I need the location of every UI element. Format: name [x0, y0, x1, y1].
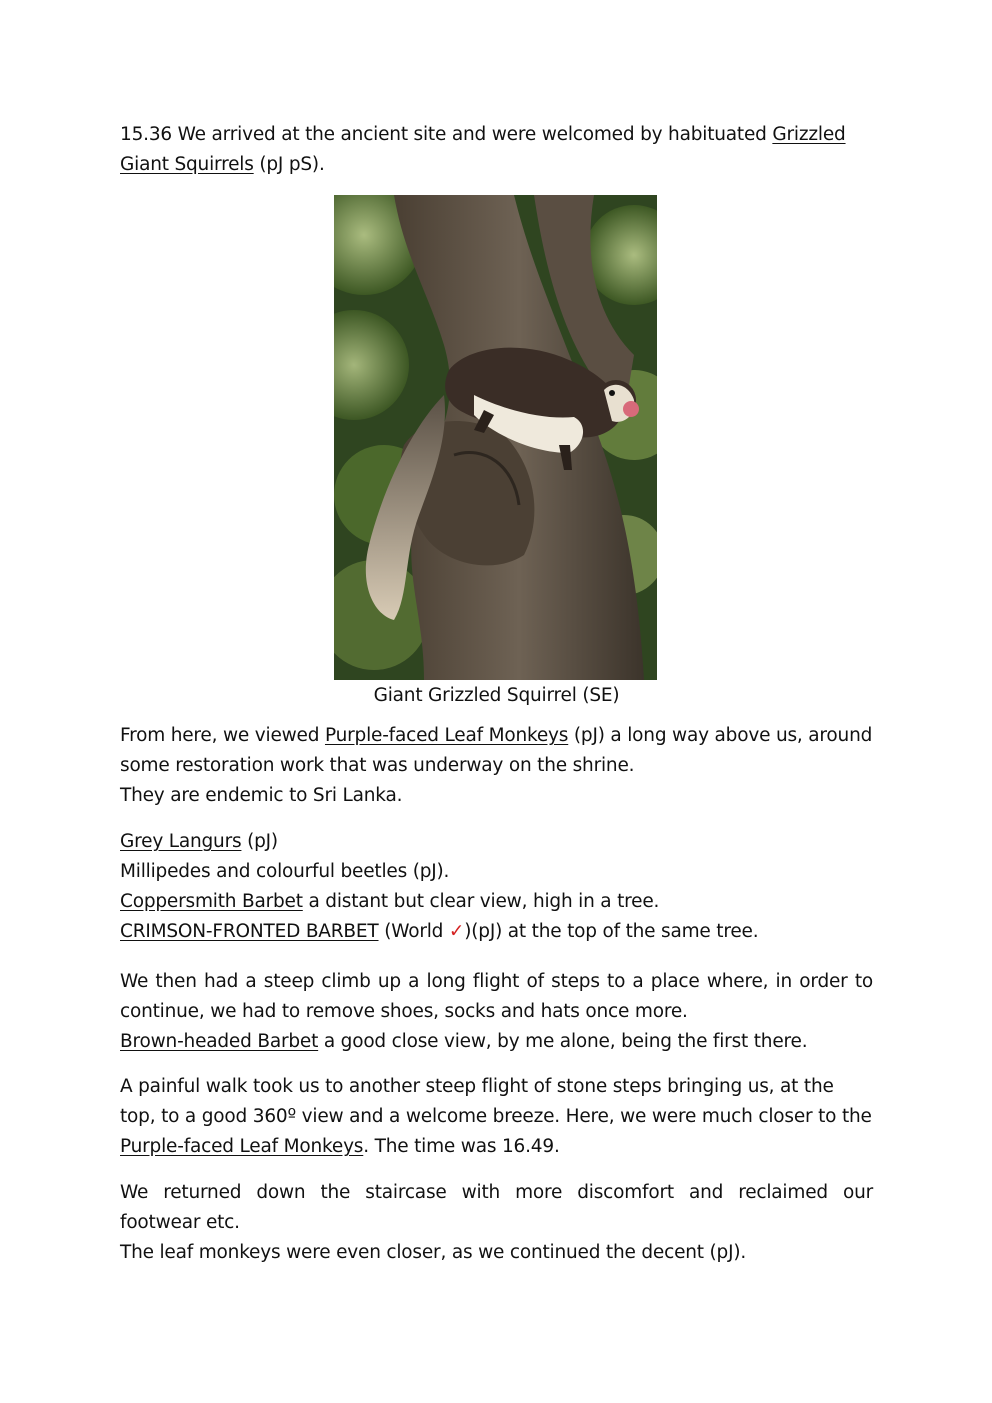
link-grey-langurs[interactable]: Grey Langurs: [120, 831, 242, 852]
return-line-2: footwear etc.: [120, 1212, 240, 1233]
millipedes-text: Millipedes and colourful beetles (pJ).: [120, 861, 450, 882]
paragraph-arrival: [120, 120, 873, 180]
figure-caption: Giant Grizzled Squirrel (SE): [373, 685, 620, 706]
arrival-text: 15.36 We arrived at the ancient site and were welcomed by habituated: [120, 124, 773, 145]
paragraph-return: [120, 1178, 873, 1268]
link-brown-headed-barbet[interactable]: Brown-headed Barbet: [120, 1031, 319, 1052]
endemic-text: They are endemic to Sri Lanka.: [120, 785, 403, 806]
checkmark-icon: ✓: [448, 921, 465, 942]
squirrel-photo: [334, 195, 657, 680]
paragraph-climb: [120, 967, 873, 1057]
link-grizzled-giant-squirrels[interactable]: Grizzled Giant Squirrels: [120, 124, 846, 175]
return-line-1: We returned down the staircase with more discomfort and reclaimed our: [120, 1182, 873, 1203]
paragraph-walk: [120, 1072, 873, 1162]
grey-langurs-text: (pJ): [241, 831, 278, 852]
paragraph-leaf-monkeys: [120, 721, 873, 811]
arrival-text-end: (pJ pS).: [253, 154, 325, 175]
leaf-monkeys-text: From here, we viewed: [120, 725, 325, 746]
crimson-text: (World: [378, 921, 449, 942]
brown-headed-text: a good close view, by me alone, being the first there.: [318, 1031, 808, 1052]
return-line-3: The leaf monkeys were even closer, as we continued the decent (pJ).: [120, 1242, 747, 1263]
walk-text: A painful walk took us to another steep flight of stone steps bringing us, at the top, to a good 360º view and a welcome breeze. Here, we were much closer to the: [120, 1076, 872, 1127]
link-purple-faced-leaf-monkeys[interactable]: Purple-faced Leaf Monkeys: [324, 725, 569, 746]
climb-line-2: continue, we had to remove shoes, socks and hats once more.: [120, 1001, 688, 1022]
climb-line-1: We then had a steep climb up a long flight of steps to a place where, in order to: [120, 971, 873, 992]
link-coppersmith-barbet[interactable]: Coppersmith Barbet: [120, 891, 303, 912]
link-purple-faced-leaf-monkeys-2[interactable]: Purple-faced Leaf Monkeys: [120, 1136, 364, 1157]
walk-text-end: . The time was 16.49.: [363, 1136, 560, 1157]
coppersmith-text: a distant but clear view, high in a tree.: [302, 891, 660, 912]
squirrel-photo-illustration: [334, 195, 657, 680]
leaf-monkeys-text-end: (pJ) a long way above us, around some restoration work that was underway on the shrine.: [120, 725, 873, 776]
link-crimson-fronted-barbet[interactable]: CRIMSON-FRONTED BARBET: [120, 921, 379, 942]
crimson-text-end: )(pJ) at the top of the same tree.: [464, 921, 759, 942]
paragraph-sightings: [120, 827, 873, 947]
